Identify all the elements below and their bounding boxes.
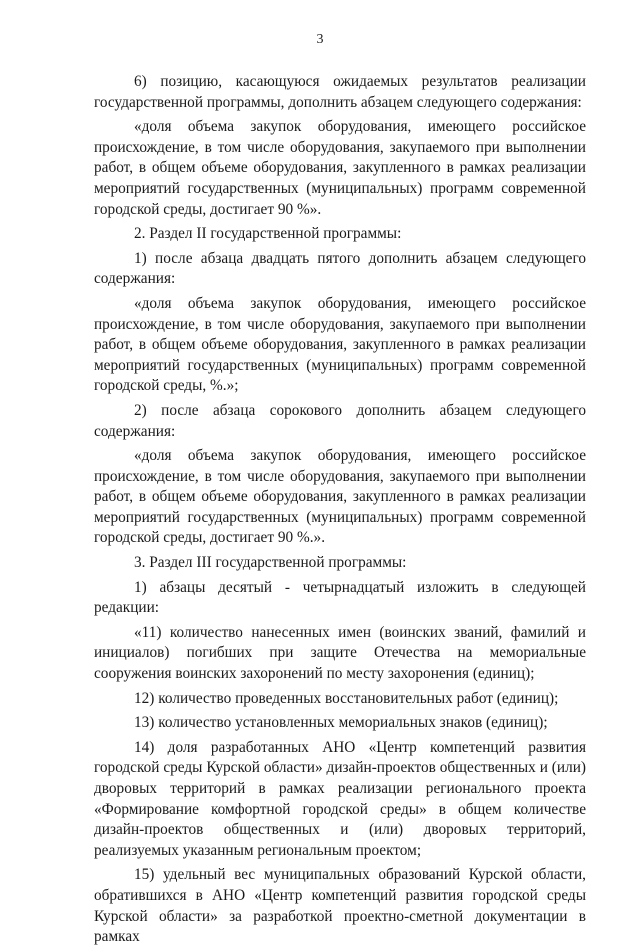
paragraph: 1) абзацы десятый - четырнадцатый изложить в следующей редакции:: [94, 578, 586, 617]
paragraph: «11) количество нанесенных имен (воинских званий, фамилий и инициалов) погибших при защите Отечества на мемориальные сооружения воинских захоронений по месту захоронения (единиц);: [94, 623, 586, 683]
paragraph: 2. Раздел II государственной программы:: [134, 225, 402, 243]
paragraph: «доля объема закупок оборудования, имеющего российское происхождение, в том числе оборудования, закупаемого при выполнении работ, в общем объеме оборудования, закупленного в рамках реализации мероприятий государственных (муниципальных) программ современной городской среды, достигает 90 %».: [94, 118, 586, 218]
paragraph: 3. Раздел III государственной программы:: [134, 554, 407, 572]
paragraph: «доля объема закупок оборудования, имеющего российское происхождение, в том числе оборудования, закупаемого при выполнении работ, в общем объеме оборудования, закупленного в рамках реализации мероприятий государственных (муниципальных) программ современной городской среды, %.»;: [94, 294, 586, 395]
document-body: [94, 72, 586, 952]
paragraph: 1) после абзаца двадцать пятого дополнить абзацем следующего содержания:: [94, 249, 586, 288]
paragraph: «доля объема закупок оборудования, имеющего российское происхождение, в том числе оборудования, закупаемого при выполнении работ, в общем объеме оборудования, закупленного в рамках реализации мероприятий государственных (муниципальных) программ современной городской среды, достигает 90 %.».: [94, 447, 586, 547]
paragraph: 6) позицию, касающуюся ожидаемых результатов реализации государственной программы, дополнить абзацем следующего содержания:: [94, 73, 586, 111]
paragraph: 2) после абзаца сорокового дополнить абзацем следующего содержания:: [94, 401, 586, 440]
paragraph: 15) удельный вес муниципальных образований Курской области, обратившихся в АНО «Центр компетенций развития городской среды Курской области» за разработкой проектно-сметной документации в рамках: [94, 866, 586, 946]
page-number: 3: [316, 32, 324, 47]
paragraph: 13) количество установленных мемориальных знаков (единиц);: [134, 714, 548, 732]
paragraph: 14) доля разработанных АНО «Центр компетенций развития городской среды Курской области» дизайн-проектов общественных и (или) дворовых территорий в рамках реализации регионального проекта «Формирование комфортной городской среды» в общем количестве дизайн-проектов общественных и (или) дворовых территорий, реализуемых указанным региональным проектом;: [94, 738, 586, 859]
paragraph: 12) количество проведенных восстановительных работ (единиц);: [134, 689, 559, 707]
